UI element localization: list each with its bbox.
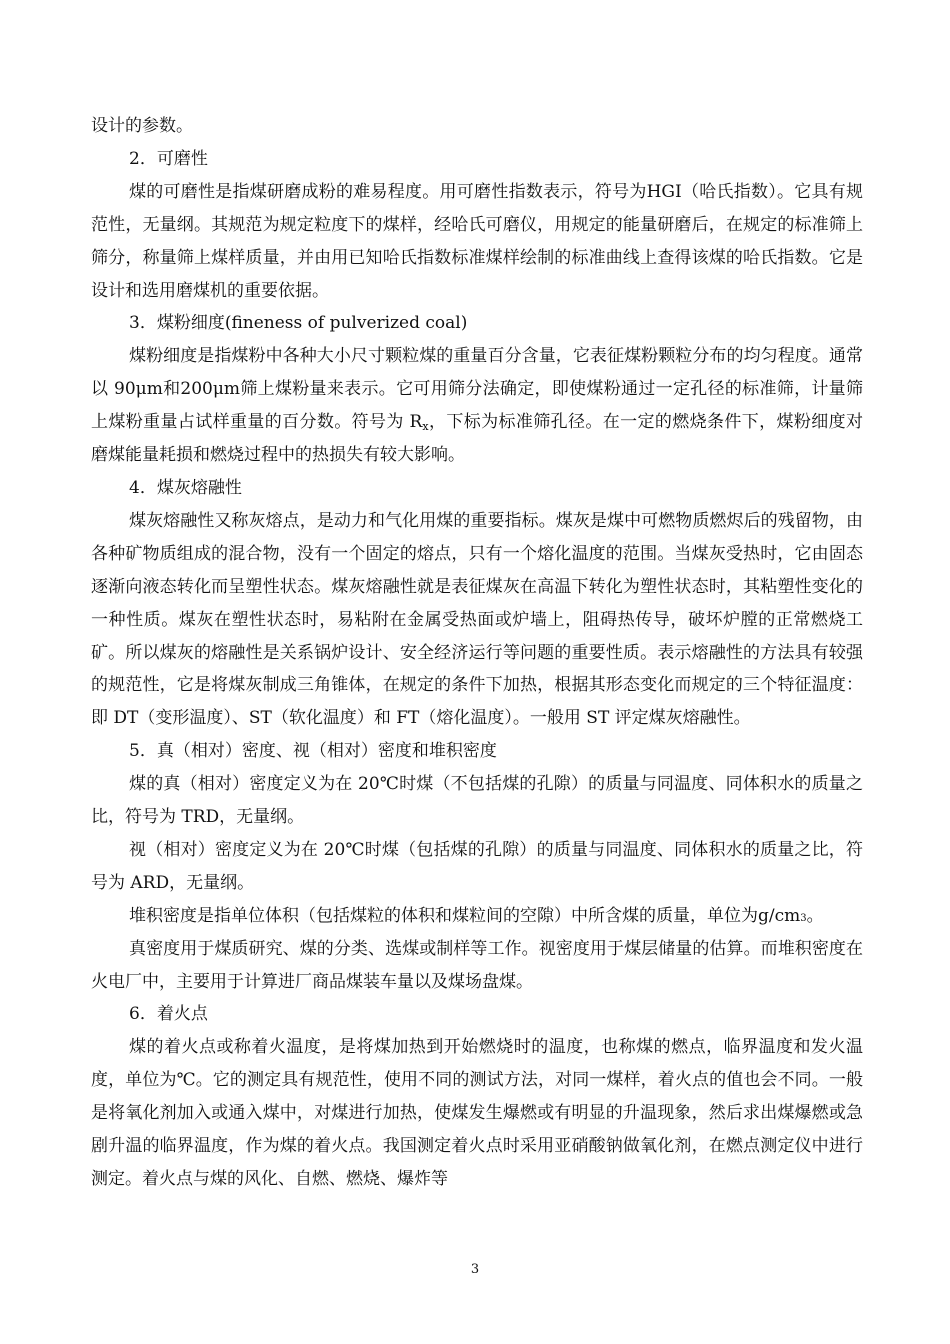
paragraph-ignition-point: 煤的着火点或称着火温度，是将煤加热到开始燃烧时的温度，也称煤的燃点，临界温度和发火温度，单位为℃。它的测定具有规范性，使用不同的测试方法，对同一煤样，着火点的值也会不同。一般是将氧化剂加入或通入煤中，对煤进行加热，使煤发生爆燃或有明显的升温现象，然后求出煤爆燃或急剧升温的临界温度，作为煤的着火点。我国测定着火点时采用亚硝酸钠做氧化剂，在燃点测定仪中进行测定。着火点与煤的风化、自燃、燃烧、爆炸等 xyxy=(91,1037,863,1189)
section-heading-density: 5．真（相对）密度、视（相对）密度和堆积密度 xyxy=(129,741,497,762)
bulk-density-text-before: 堆积密度是指单位体积（包括煤粒的体积和煤粒间的空隙）中所含煤的质量，单位为g/cm xyxy=(129,905,801,926)
section-heading-ash-fusibility: 4．煤灰熔融性 xyxy=(129,477,242,498)
section-heading-grindability: 2．可磨性 xyxy=(129,148,208,169)
fineness-text-after: ，下标为标准筛孔径。在一定的燃烧条件下，煤粉细度对磨煤能量耗损和燃烧过程中的热损失有较大影响。 xyxy=(91,412,864,466)
section-heading-ignition-point: 6．着火点 xyxy=(129,1004,208,1025)
section-heading-fineness: 3．煤粉细度(fineness of pulverized coal) xyxy=(129,313,468,334)
paragraph-fineness xyxy=(91,340,863,472)
bulk-density-superscript: 3 xyxy=(800,912,807,924)
bulk-density-text-after: 。 xyxy=(806,905,824,926)
fineness-text-before: 煤粉细度是指煤粉中各种大小尺寸颗粒煤的重量百分含量，它表征煤粉颗粒分布的均匀程度。通常以 90μm和200μm筛上煤粉量来表示。它可用筛分法确定，即使煤粉通过一定孔径的标准筛，计量筛上煤粉重量占试样重量的百分数。符号为 R xyxy=(91,346,863,433)
paragraph-continuation: 设计的参数。 xyxy=(91,116,193,136)
page-number: 3 xyxy=(470,1262,480,1277)
paragraph-bulk-density xyxy=(91,900,863,933)
body-text xyxy=(91,110,863,1196)
paragraph-true-density: 煤的真（相对）密度定义为在 20℃时煤（不包括煤的孔隙）的质量与同温度、同体积水的质量之比，符号为 TRD，无量纲。 xyxy=(91,774,863,828)
paragraph-density-usage: 真密度用于煤质研究、煤的分类、选煤或制样等工作。视密度用于煤层储量的估算。而堆积密度在火电厂中，主要用于计算进厂商品煤装车量以及煤场盘煤。 xyxy=(91,938,863,992)
fineness-subscript: x xyxy=(422,420,429,434)
paragraph-ash-fusibility: 煤灰熔融性又称灰熔点，是动力和气化用煤的重要指标。煤灰是煤中可燃物质燃烬后的残留物，由各种矿物质组成的混合物，没有一个固定的熔点，只有一个熔化温度的范围。当煤灰受热时，它由固态逐渐向液态转化而呈塑性状态。煤灰熔融性就是表征煤灰在高温下转化为塑性状态时，其粘塑性变化的一种性质。煤灰在塑性状态时，易粘附在金属受热面或炉墙上，阻碍热传导，破坏炉膛的正常燃烧工矿。所以煤灰的熔融性是关系锅炉设计、安全经济运行等问题的重要性质。表示熔融性的方法具有较强的规范性，它是将煤灰制成三角锥体，在规定的条件下加热，根据其形态变化而规定的三个特征温度：即 DT（变形温度）、ST（软化温度）和 FT（熔化温度）。一般用 ST 评定煤灰熔融性。 xyxy=(91,510,863,729)
paragraph-grindability: 煤的可磨性是指煤研磨成粉的难易程度。用可磨性指数表示，符号为HGI（哈氏指数）。它具有规范性，无量纲。其规范为规定粒度下的煤样，经哈氏可磨仪，用规定的能量研磨后，在规定的标准筛上筛分，称量筛上煤样质量，并由用已知哈氏指数标准煤样绘制的标准曲线上查得该煤的哈氏指数。它是设计和选用磨煤机的重要依据。 xyxy=(91,181,863,301)
paragraph-apparent-density: 视（相对）密度定义为在 20℃时煤（包括煤的孔隙）的质量与同温度、同体积水的质量之比，符号为 ARD，无量纲。 xyxy=(91,839,863,893)
